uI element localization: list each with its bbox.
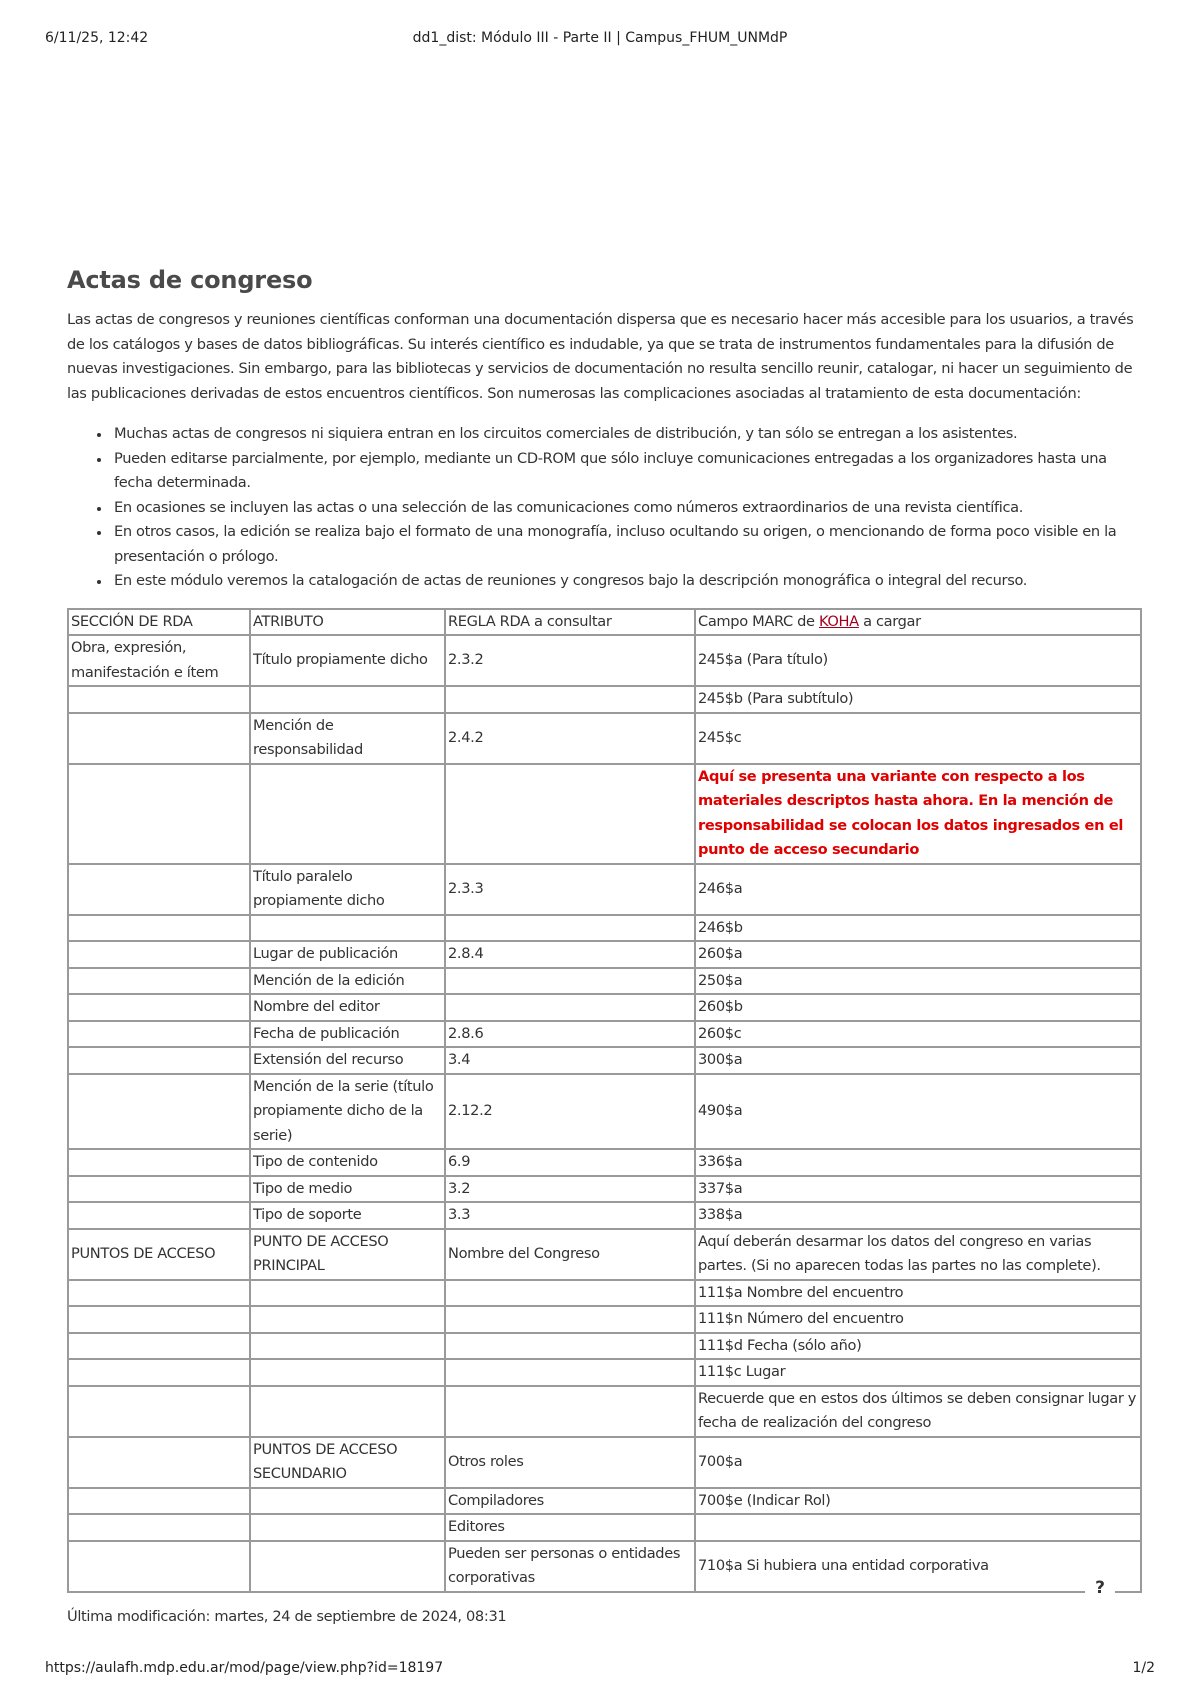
table-row: [68, 1488, 1141, 1515]
print-url: https://aulafh.mdp.edu.ar/mod/page/view.php?id=18197: [45, 1660, 444, 1676]
cell-attribute: Título propiamente dicho: [250, 635, 445, 686]
cell-attribute: [250, 1306, 445, 1333]
cell-attribute: [250, 915, 445, 942]
table-row: [68, 1514, 1141, 1541]
header-marc-suffix: a cargar: [858, 612, 921, 630]
cell-rule: [445, 1386, 695, 1437]
table-row: [68, 1386, 1141, 1437]
cell-rule: [445, 1280, 695, 1307]
cell-section: [68, 1359, 250, 1386]
cell-rule: [445, 915, 695, 942]
cell-attribute: [250, 1280, 445, 1307]
cell-attribute: Mención de la edición: [250, 968, 445, 995]
cell-section: [68, 1437, 250, 1488]
cell-section: [68, 1306, 250, 1333]
print-page-number: 1/2: [1132, 1660, 1155, 1676]
table-row: [68, 1541, 1141, 1592]
cell-section: [68, 1047, 250, 1074]
cell-marc-field: 300$a: [695, 1047, 1141, 1074]
cell-marc-field: 260$c: [695, 1021, 1141, 1048]
table-row: [68, 764, 1141, 864]
cell-attribute: [250, 1488, 445, 1515]
list-item: • Pueden editarse parcialmente, por ejemplo, mediante un CD-ROM que sólo incluye comunicaciones entregadas a los organizadores hasta una fecha determinada.: [111, 447, 1140, 496]
table-row: [68, 1202, 1141, 1229]
table-row: [68, 1021, 1141, 1048]
cell-rule: 3.2: [445, 1176, 695, 1203]
cell-marc-field: 338$a: [695, 1202, 1141, 1229]
list-item: • En este módulo veremos la catalogación de actas de reuniones y congresos bajo la descripción monográfica o integral del recurso.: [111, 569, 1140, 594]
intro-paragraph: Las actas de congresos y reuniones científicas conforman una documentación dispersa que es necesario hacer más accesible para los usuarios, a través de los catálogos y bases de datos bibliográficas. Su interés científico es indudable, ya que se trata de instrumentos fundamentales para la difusión de nuevas investigaciones. Sin embargo, para las bibliotecas y servicios de documentación no resulta sencillo reunir, catalogar, ni hacer un seguimiento de las publicaciones derivadas de estos encuentros científicos. Son numerosas las complicaciones asociadas al tratamiento de esta documentación:: [67, 311, 1134, 402]
table-row: [68, 1437, 1141, 1488]
table-row: [68, 1333, 1141, 1360]
cell-attribute: Lugar de publicación: [250, 941, 445, 968]
print-footer: [45, 1660, 1155, 1680]
list-item: • En otros casos, la edición se realiza bajo el formato de una monografía, incluso ocultando su origen, o mencionando de forma poco visible en la presentación o prólogo.: [111, 520, 1140, 569]
cell-rule: Pueden ser personas o entidades corporativas: [445, 1541, 695, 1592]
table-row: [68, 635, 1141, 686]
cell-section: [68, 1176, 250, 1203]
list-item: • Muchas actas de congresos ni siquiera entran en los circuitos comerciales de distribución, y tan sólo se entregan a los asistentes.: [111, 422, 1140, 447]
cell-rule: [445, 686, 695, 713]
cell-marc-field: 700$a: [695, 1437, 1141, 1488]
cell-attribute: [250, 764, 445, 864]
cell-marc-field: [695, 1514, 1141, 1541]
cell-attribute: [250, 1333, 445, 1360]
cell-rule: 2.3.2: [445, 635, 695, 686]
cell-section: [68, 1280, 250, 1307]
cell-rule: [445, 1359, 695, 1386]
cell-marc-field: 111$n Número del encuentro: [695, 1306, 1141, 1333]
cell-rule: 2.12.2: [445, 1074, 695, 1150]
cell-marc-field: 260$b: [695, 994, 1141, 1021]
cell-attribute: PUNTOS DE ACCESO SECUNDARIO: [250, 1437, 445, 1488]
cell-rule: 6.9: [445, 1149, 695, 1176]
cell-marc-field: 246$a: [695, 864, 1141, 915]
cell-marc-field: Aquí deberán desarmar los datos del congreso en varias partes. (Si no aparecen todas las partes no las complete).: [695, 1229, 1141, 1280]
cell-rule: Nombre del Congreso: [445, 1229, 695, 1280]
cell-attribute: [250, 1514, 445, 1541]
cell-attribute: Título paralelo propiamente dicho: [250, 864, 445, 915]
header-attribute: ATRIBUTO: [250, 609, 445, 636]
cell-marc-field: 246$b: [695, 915, 1141, 942]
cell-marc-field: 700$e (Indicar Rol): [695, 1488, 1141, 1515]
header-section: SECCIÓN DE RDA: [68, 609, 250, 636]
cell-marc-field: 250$a: [695, 968, 1141, 995]
cell-section: [68, 1149, 250, 1176]
cell-rule: 2.8.4: [445, 941, 695, 968]
table-row: [68, 686, 1141, 713]
cell-marc-field: 490$a: [695, 1074, 1141, 1150]
page-title: Actas de congreso: [67, 266, 313, 294]
table-row: [68, 1176, 1141, 1203]
cell-section: [68, 941, 250, 968]
cell-section: [68, 1386, 250, 1437]
cell-attribute: Nombre del editor: [250, 994, 445, 1021]
cell-rule: 3.4: [445, 1047, 695, 1074]
cell-section: [68, 686, 250, 713]
table-row: [68, 1074, 1141, 1150]
rda-marc-table: [67, 608, 1142, 1593]
cell-rule: [445, 968, 695, 995]
cell-marc-field: 111$c Lugar: [695, 1359, 1141, 1386]
cell-section: [68, 764, 250, 864]
table-row: [68, 713, 1141, 764]
cell-rule: 2.8.6: [445, 1021, 695, 1048]
cell-attribute: Tipo de medio: [250, 1176, 445, 1203]
table-row: [68, 864, 1141, 915]
cell-rule: [445, 764, 695, 864]
cell-marc-field: Aquí se presenta una variante con respecto a los materiales descriptos hasta ahora. En la mención de responsabilidad se colocan los datos ingresados en el punto de acceso secundario: [695, 764, 1141, 864]
cell-marc-field: 245$a (Para título): [695, 635, 1141, 686]
cell-section: [68, 1202, 250, 1229]
cell-rule: Editores: [445, 1514, 695, 1541]
cell-rule: 2.3.3: [445, 864, 695, 915]
cell-marc-field: 336$a: [695, 1149, 1141, 1176]
header-marc-field: [695, 609, 1141, 636]
cell-attribute: PUNTO DE ACCESO PRINCIPAL: [250, 1229, 445, 1280]
table-row: [68, 1149, 1141, 1176]
table-row: [68, 1306, 1141, 1333]
table-row: [68, 915, 1141, 942]
page-content: [67, 266, 1140, 1593]
cell-section: [68, 864, 250, 915]
cell-section: [68, 1514, 250, 1541]
cell-marc-field: Recuerde que en estos dos últimos se deben consignar lugar y fecha de realización del congreso: [695, 1386, 1141, 1437]
cell-rule: Compiladores: [445, 1488, 695, 1515]
cell-rule: [445, 994, 695, 1021]
cell-attribute: Mención de responsabilidad: [250, 713, 445, 764]
cell-section: [68, 1074, 250, 1150]
table-row: [68, 994, 1141, 1021]
table-row: [68, 941, 1141, 968]
koha-link[interactable]: KOHA: [818, 612, 859, 630]
cell-rule: [445, 1333, 695, 1360]
last-modified: Última modificación: martes, 24 de septiembre de 2024, 08:31: [67, 1608, 507, 1625]
cell-section: [68, 968, 250, 995]
cell-marc-field: 245$b (Para subtítulo): [695, 686, 1141, 713]
help-icon[interactable]: ?: [1085, 1578, 1115, 1600]
cell-attribute: Tipo de soporte: [250, 1202, 445, 1229]
cell-section: PUNTOS DE ACCESO: [68, 1229, 250, 1280]
cell-attribute: Mención de la serie (título propiamente dicho de la serie): [250, 1074, 445, 1150]
cell-attribute: Fecha de publicación: [250, 1021, 445, 1048]
cell-attribute: Extensión del recurso: [250, 1047, 445, 1074]
cell-section: [68, 994, 250, 1021]
cell-attribute: [250, 1541, 445, 1592]
cell-marc-field: 337$a: [695, 1176, 1141, 1203]
cell-marc-field: 111$d Fecha (sólo año): [695, 1333, 1141, 1360]
complications-list: [67, 422, 1140, 594]
header-marc-prefix: Campo MARC de: [698, 612, 819, 630]
cell-attribute: [250, 1386, 445, 1437]
cell-section: [68, 1333, 250, 1360]
cell-attribute: [250, 686, 445, 713]
table-header-row: [68, 609, 1141, 636]
cell-attribute: Tipo de contenido: [250, 1149, 445, 1176]
cell-attribute: [250, 1359, 445, 1386]
cell-rule: Otros roles: [445, 1437, 695, 1488]
table-row: [68, 1359, 1141, 1386]
print-page-title: dd1_dist: Módulo III - Parte II | Campus_FHUM_UNMdP: [412, 30, 788, 46]
table-row: [68, 1229, 1141, 1280]
cell-section: [68, 1021, 250, 1048]
cell-marc-field: 111$a Nombre del encuentro: [695, 1280, 1141, 1307]
cell-section: Obra, expresión, manifestación e ítem: [68, 635, 250, 686]
cell-marc-field: 710$a Si hubiera una entidad corporativa: [695, 1541, 1141, 1592]
cell-section: [68, 1541, 250, 1592]
table-row: [68, 1280, 1141, 1307]
cell-rule: 3.3: [445, 1202, 695, 1229]
table-row: [68, 968, 1141, 995]
table-row: [68, 1047, 1141, 1074]
cell-rule: [445, 1306, 695, 1333]
print-datetime: 6/11/25, 12:42: [45, 30, 149, 46]
cell-marc-field: 260$a: [695, 941, 1141, 968]
cell-section: [68, 915, 250, 942]
print-header: [45, 30, 1155, 50]
cell-section: [68, 1488, 250, 1515]
cell-section: [68, 713, 250, 764]
cell-marc-field: 245$c: [695, 713, 1141, 764]
header-rule: REGLA RDA a consultar: [445, 609, 695, 636]
list-item: • En ocasiones se incluyen las actas o una selección de las comunicaciones como números extraordinarios de una revista científica.: [111, 496, 1140, 521]
cell-rule: 2.4.2: [445, 713, 695, 764]
